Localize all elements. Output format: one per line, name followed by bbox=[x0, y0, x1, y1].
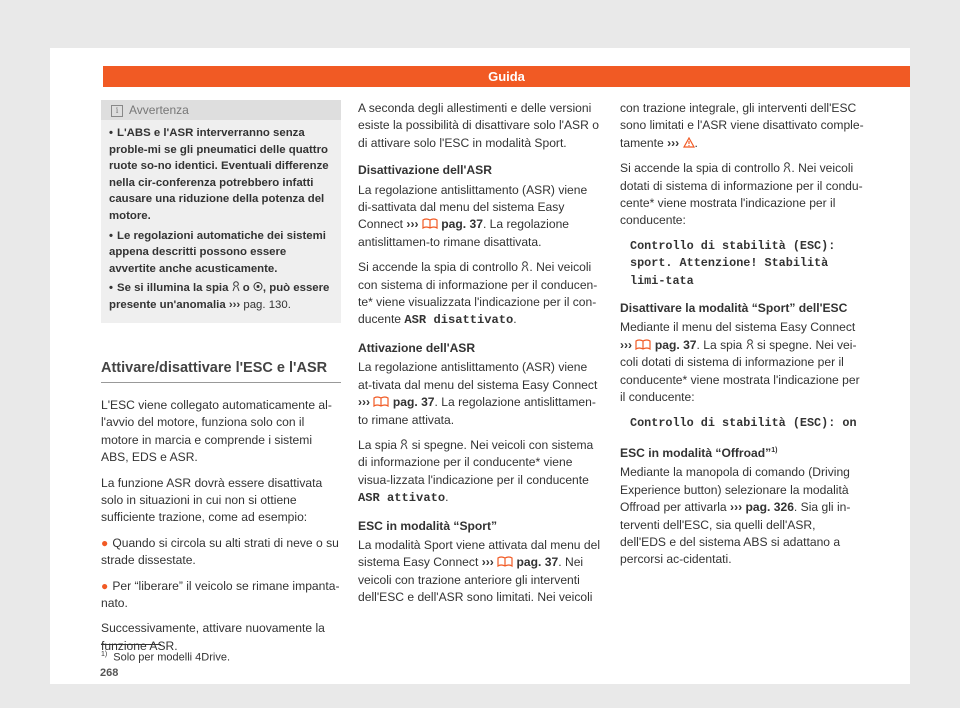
text: La spia bbox=[358, 437, 397, 452]
display-message: ASR disattivato bbox=[404, 313, 514, 328]
esc-lamp-icon bbox=[746, 339, 754, 350]
esc-lamp-icon bbox=[232, 281, 240, 292]
display-message-block: Controllo di stabilità (ESC): on bbox=[630, 415, 857, 430]
footnote-mark: 1) bbox=[101, 651, 108, 658]
warning-item bbox=[109, 280, 333, 313]
text: . Nei veicoli con sistema di informazione per il conducen-te* viene visualizzata l'indicazione per il con-ducente bbox=[358, 260, 598, 327]
abs-lamp-icon bbox=[253, 281, 263, 292]
paragraph bbox=[358, 359, 602, 429]
text: . La regolazione antislittamen-to rimane attivata. bbox=[358, 395, 596, 427]
page-link[interactable] bbox=[730, 500, 794, 514]
warning-item: • L'ABS e l'ASR interverranno senza proble-mi se gli pneumatici delle quattro ruote so-no identici. Eventuali differenze nella cir-conferenza potrebbero infatti causare una riduzione della potenza del motore. bbox=[109, 125, 333, 225]
subheading bbox=[620, 442, 864, 462]
page-link[interactable] bbox=[229, 299, 291, 311]
text: . Nei veicoli con trazione anteriore gli interventi dell'ESC e dell'ASR sono limitati. Nei veicoli bbox=[358, 555, 593, 605]
column-2 bbox=[358, 100, 602, 615]
book-icon bbox=[373, 396, 389, 407]
paragraph: Si accende la spia di controllo . Nei veicoli con sistema di informazione per il conducen-te* viene visualizzata l'indicazione per il con-ducente ASR disattivato. bbox=[358, 260, 598, 328]
display-message: ASR attivato bbox=[358, 491, 446, 506]
text: . Sia gli in-terventi dell'ESC, sia quelli dell'ASR, dell'EDS e del sistema ABS si adattano a percorsi ac-cidentati. bbox=[620, 500, 851, 567]
arrow-glyph: ››› bbox=[730, 500, 743, 515]
footnote bbox=[101, 651, 230, 664]
arrow-glyph: ››› bbox=[481, 555, 494, 570]
bullet-text: Quando si circola su alti strati di neve o su strade dissestate. bbox=[101, 535, 339, 568]
paragraph: La spia si spegne. Nei veicoli con sistema di informazione per il conducente* viene visua-lizzata l'indicazione per il conducente ASR attivato. bbox=[358, 437, 594, 506]
subheading: ESC in modalità “Sport” bbox=[358, 518, 498, 533]
arrow-glyph: ››› bbox=[406, 217, 419, 232]
arrow-glyph: ››› bbox=[228, 298, 241, 311]
chapter-header: Guida bbox=[103, 66, 910, 87]
paragraph: A seconda degli allestimenti e delle versioni esiste la possibilità di disattivare solo l'ASR o di attivare solo l'ESC in modalità Sport. bbox=[358, 101, 599, 150]
subheading: Disattivazione dell'ASR bbox=[358, 163, 492, 178]
paragraph bbox=[620, 160, 864, 230]
warning-header bbox=[101, 100, 341, 120]
arrow-glyph: ››› bbox=[620, 337, 633, 352]
bullet-item bbox=[101, 535, 341, 570]
page-link[interactable] bbox=[406, 217, 483, 231]
paragraph bbox=[358, 537, 602, 607]
paragraph bbox=[620, 464, 864, 568]
text: La regolazione antislittamento (ASR) viene at-tivata dal menu del sistema Easy Connect bbox=[358, 360, 598, 392]
book-icon bbox=[422, 218, 438, 229]
book-icon bbox=[497, 556, 513, 567]
text: Mediante la manopola di comando (Driving Experience button) selezionare la modalità Offroad per attivarla bbox=[620, 465, 850, 515]
warning-text: o bbox=[242, 282, 250, 295]
subheading: Attivazione dell'ASR bbox=[358, 340, 476, 355]
warning-body bbox=[101, 120, 341, 314]
page-link[interactable] bbox=[482, 555, 559, 569]
subheading-text: ESC in modalità “Offroad” bbox=[620, 445, 772, 460]
bullet-item bbox=[101, 578, 341, 613]
text: Si accende la spia di controllo bbox=[620, 161, 781, 176]
book-icon bbox=[635, 339, 651, 350]
footnote-ref[interactable]: 1) bbox=[771, 446, 778, 454]
display-message-block: Controllo di stabilità (ESC): sport. Attenzione! Stabilità limi-tata bbox=[630, 238, 836, 288]
text: si spegne. Nei vei-coli dotati di sistema di informazione per il conducente* viene mostrata l'indicazione per il conducente: bbox=[620, 337, 860, 405]
paragraph bbox=[620, 319, 864, 406]
bullet-text: Per “liberare” il veicolo se rimane impanta-nato. bbox=[101, 578, 340, 610]
text: Si accende la spia di controllo bbox=[358, 260, 519, 275]
text: . La regolazione antislittamen-to rimane disattivata. bbox=[358, 217, 570, 249]
bullet-dot-icon: ● bbox=[101, 535, 109, 550]
text: La regolazione antislittamento (ASR) viene di-sattivata dal menu del sistema Easy Connect bbox=[358, 182, 588, 232]
paragraph bbox=[358, 182, 602, 252]
footnote-text: Solo per modelli 4Drive. bbox=[113, 651, 231, 664]
page-link-text: pag. 326 bbox=[745, 500, 794, 515]
page-link-text: pag. 37 bbox=[392, 395, 435, 410]
page-link-text: pag. 37 bbox=[516, 555, 559, 570]
arrow-glyph: ››› bbox=[358, 395, 371, 410]
page-link-text: pag. 37 bbox=[654, 337, 697, 352]
bullet-dot-icon: ● bbox=[101, 578, 109, 593]
subheading: Disattivare la modalità “Sport” dell'ESC bbox=[620, 301, 848, 316]
manual-page bbox=[50, 48, 910, 684]
warning-title: Avvertenza bbox=[129, 103, 189, 117]
warning-triangle-icon bbox=[683, 137, 695, 148]
column-1 bbox=[101, 100, 341, 663]
warning-text: , può essere presente un'anomalia bbox=[109, 282, 330, 311]
text: . Nei veicoli dotati di sistema di informazione per il condu-cente* viene mostrata l'indicazione per il conducente: bbox=[620, 161, 863, 228]
text: . La spia bbox=[696, 337, 743, 352]
text: La modalità Sport viene attivata dal menu del sistema Easy Connect bbox=[358, 537, 601, 570]
warning-link[interactable] bbox=[667, 136, 694, 150]
page-link-text: pag. 37 bbox=[441, 217, 483, 232]
asr-lamp-icon bbox=[400, 439, 408, 450]
page-link[interactable] bbox=[620, 338, 697, 352]
paragraph: L'ESC viene collegato automaticamente al-l'avvio del motore, funziona solo con il motore in marcia e comprende i sistemi ABS, EDS e ASR. bbox=[101, 397, 332, 465]
text: con trazione integrale, gli interventi dell'ESC sono limitati e l'ASR viene disattivato comple-tamente bbox=[620, 101, 864, 150]
column-3 bbox=[620, 100, 864, 577]
warning-text: Se si illumina la spia bbox=[117, 282, 229, 295]
page-link-text: pag. 130. bbox=[243, 298, 291, 311]
text: si spegne. Nei veicoli con sistema di informazione per il conducente* viene visua-lizzata l'indicazione per il conducente bbox=[358, 437, 594, 487]
footnote-divider bbox=[101, 644, 161, 645]
arrow-glyph: ››› bbox=[667, 135, 680, 150]
paragraph: con trazione integrale, gli interventi dell'ESC sono limitati e l'ASR viene disattivato comple-tamente ››› . bbox=[620, 101, 864, 150]
warning-box bbox=[101, 100, 341, 323]
info-icon: i bbox=[111, 105, 123, 117]
section-title: Attivare/disattivare l'ESC e l'ASR bbox=[101, 360, 341, 383]
text: Mediante il menu del sistema Easy Connect bbox=[620, 320, 856, 335]
paragraph: La funzione ASR dovrà essere disattivata solo in situazioni in cui non si ottiene sufficiente trazione, come ad esempio: bbox=[101, 475, 323, 525]
page-link[interactable] bbox=[358, 395, 435, 409]
paragraph: Successivamente, attivare nuovamente la funzione ASR. bbox=[101, 621, 325, 653]
warning-item: • Le regolazioni automatiche dei sistemi appena descritti possono essere avvertite anche acusticamente. bbox=[109, 228, 333, 278]
page-number: 268 bbox=[100, 667, 119, 679]
